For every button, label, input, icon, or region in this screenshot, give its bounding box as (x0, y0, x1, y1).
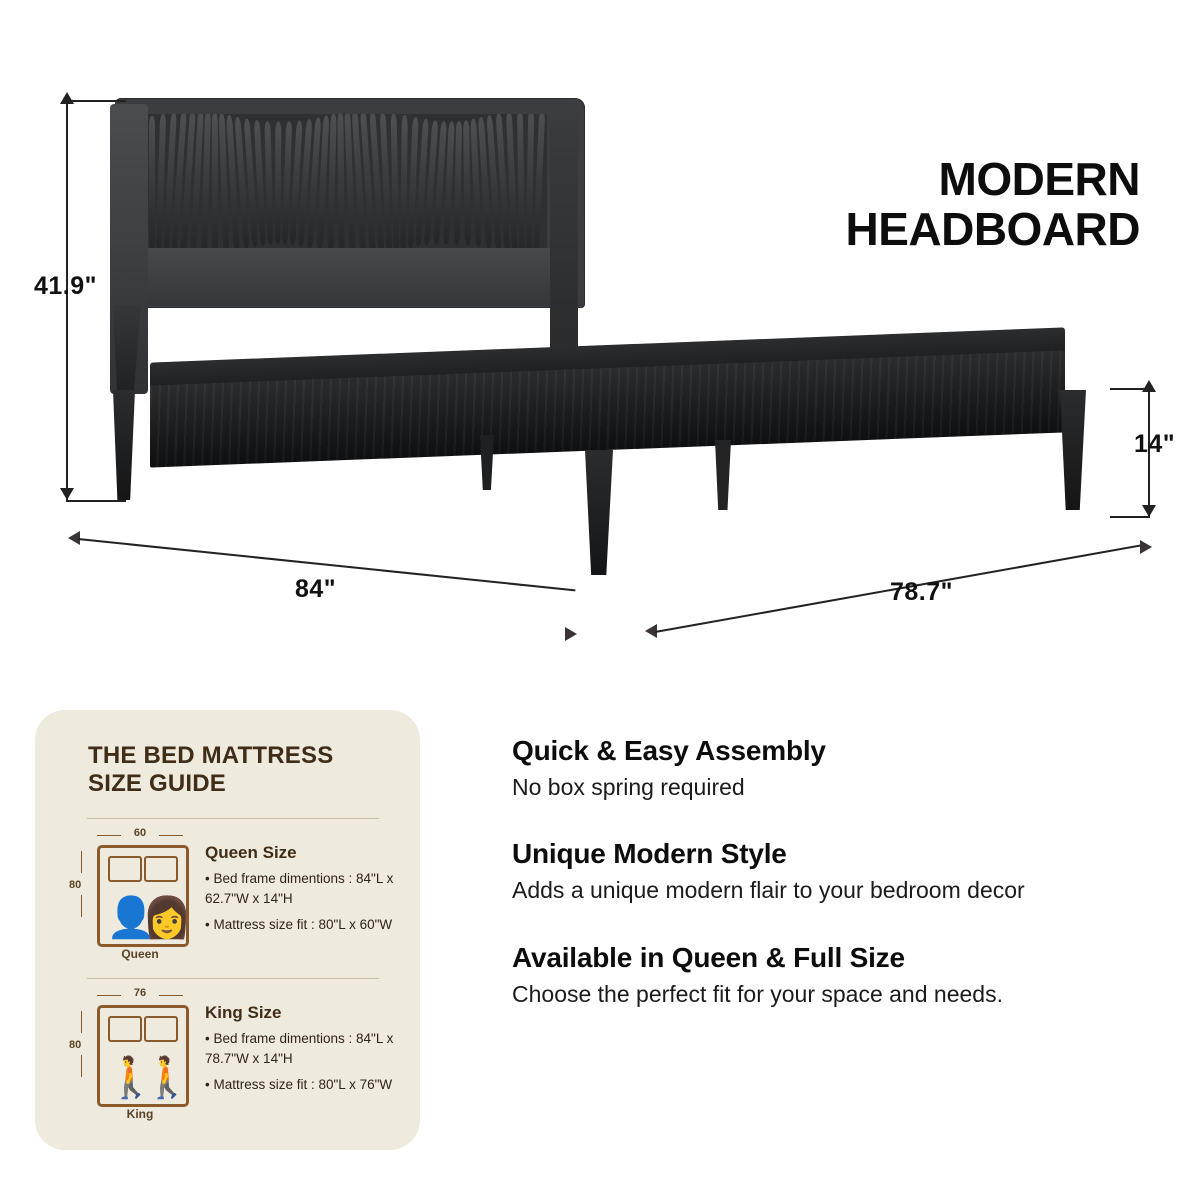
headboard-slat (337, 114, 344, 249)
feature-list (512, 735, 1172, 1045)
pillow-icon (144, 1016, 178, 1042)
feature-item (512, 735, 1172, 802)
height-tick-bottom (66, 500, 126, 502)
queen-bullet-1: • Bed frame dimentions : 84"L x 62.7"W x 14"H (205, 871, 394, 906)
feature-body: Adds a unique modern flair to your bedroom decor (512, 877, 1025, 904)
king-height-mark: 80 (69, 1039, 82, 1051)
height-dimension-label: 41.9" (34, 272, 98, 300)
bed-leg-front-left (113, 390, 135, 500)
queen-width-mark: 60 (97, 827, 183, 839)
size-guide-entry-queen (69, 825, 415, 975)
person-icon: 👩 (142, 896, 192, 940)
headboard-slat (391, 114, 400, 249)
size-guide-divider-top (87, 818, 379, 819)
king-mattress-icon (97, 1005, 192, 1107)
height-tick-top (66, 100, 126, 102)
pillow-icon (144, 856, 178, 882)
person-icon: 👤 (106, 896, 156, 940)
feature-title: Quick & Easy Assembly (512, 735, 826, 766)
feature-item (512, 942, 1172, 1009)
person-icon: 🚶 (142, 1056, 192, 1100)
queen-caption: Queen (121, 947, 159, 961)
headboard-slat-pattern (147, 114, 547, 249)
headboard-slat (212, 114, 218, 249)
pillow-icon (108, 1016, 142, 1042)
width-dimension-label: 78.7" (890, 578, 954, 606)
bed-leg-front-right (1060, 390, 1086, 510)
feature-item (512, 838, 1172, 905)
feature-body: No box spring required (512, 774, 745, 800)
king-width-mark: 76 (97, 987, 183, 999)
frame-height-dimension-label: 14" (1134, 430, 1176, 458)
headline-line-2: HEADBOARD (845, 202, 1140, 255)
headline (700, 155, 1140, 254)
headboard-lower-rail (123, 248, 571, 306)
bed-leg-inner-rear (480, 435, 494, 490)
size-guide-entry-king (69, 985, 415, 1135)
headboard-slat (149, 116, 155, 250)
queen-size-name: Queen Size (205, 843, 297, 862)
size-guide-divider-middle (87, 978, 379, 979)
queen-height-mark: 80 (69, 879, 82, 891)
frame-height-tick-top (1110, 388, 1150, 390)
person-icon: 🚶 (106, 1056, 156, 1100)
headboard-slat (517, 114, 525, 249)
queen-mattress-icon (97, 845, 192, 947)
length-dimension-label: 84" (295, 575, 337, 603)
size-guide-title-line-2: SIZE GUIDE (88, 770, 227, 798)
king-caption: King (126, 1107, 154, 1121)
king-bullet-2: • Mattress size fit : 80"L x 76"W (205, 1077, 393, 1092)
king-size-name: King Size (205, 1003, 282, 1022)
king-bullet-1: • Bed frame dimentions : 84"L x 78.7"W x 14"H (205, 1031, 394, 1066)
bed-leg-front-center (585, 450, 613, 575)
headboard-slat (463, 120, 471, 246)
pillow-icon (108, 856, 142, 882)
feature-title: Unique Modern Style (512, 838, 787, 870)
feature-body: Choose the perfect fit for your space and needs. (512, 980, 1003, 1007)
feature-title: Available in Queen & Full Size (512, 941, 905, 973)
headboard-slat (533, 114, 546, 249)
bed-leg-rear-right (715, 440, 731, 510)
length-arrow-right (565, 627, 577, 641)
headboard-post-right (550, 110, 578, 380)
headboard-slat (264, 121, 273, 245)
headline-line-1: MODERN (938, 153, 1140, 205)
size-guide-card (35, 710, 420, 1150)
queen-bullet-2: • Mattress size fit : 80"L x 60"W (205, 917, 393, 932)
frame-height-tick-bottom (1110, 516, 1150, 518)
headboard-slat (275, 121, 282, 244)
headboard-slat (327, 114, 336, 249)
size-guide-title (88, 742, 388, 799)
height-arrow-bottom (60, 488, 74, 500)
size-guide-title-line-1: THE BED MATTRESS (88, 742, 334, 769)
width-arrow-right (1140, 540, 1152, 554)
headboard-slat (454, 121, 462, 245)
headboard-slat (400, 115, 408, 249)
